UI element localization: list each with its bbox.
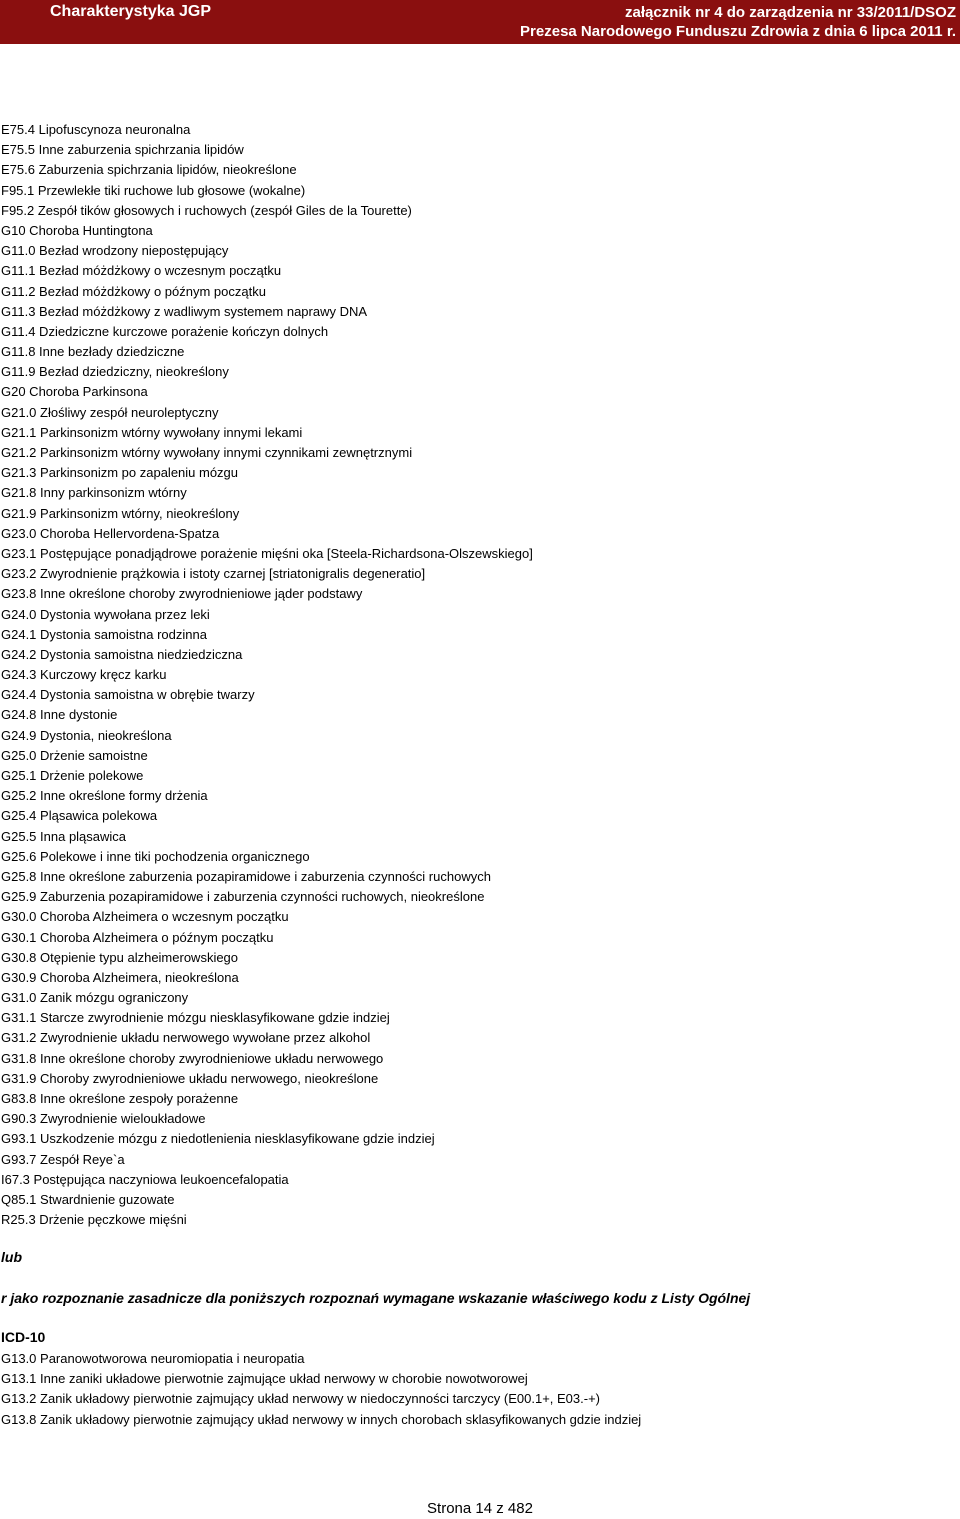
code-list-item: G30.9 Choroba Alzheimera, nieokreślona xyxy=(1,969,239,985)
code-list-item: F95.2 Zespół tików głosowych i ruchowych (zespół Giles de la Tourette) xyxy=(1,202,412,218)
code-list-item: E75.5 Inne zaburzenia spichrzania lipidów xyxy=(1,142,244,158)
code-list-item: G24.9 Dystonia, nieokreślona xyxy=(1,727,172,743)
code-list-item: G20 Choroba Parkinsona xyxy=(1,384,148,400)
header-title: Charakterystyka JGP xyxy=(50,3,211,20)
code-list-item: G23.2 Zwyrodnienie prążkowia i istoty czarnej [striatonigralis degeneratio] xyxy=(1,566,426,582)
code-list-item: G21.8 Inny parkinsonizm wtórny xyxy=(1,485,187,501)
code-list-item: G21.1 Parkinsonizm wtórny wywołany innymi lekami xyxy=(1,424,303,440)
code-list-item: G25.8 Inne określone zaburzenia pozapiramidowe i zaburzenia czynności ruchowych xyxy=(1,868,491,884)
code-list-item: G31.1 Starcze zwyrodnienie mózgu niesklasyfikowane gdzie indziej xyxy=(1,1010,390,1026)
code-list-item: G31.9 Choroby zwyrodnieniowe układu nerwowego, nieokreślone xyxy=(1,1070,379,1086)
document-header xyxy=(0,0,960,44)
code-list-item: G25.4 Pląsawica polekowa xyxy=(1,808,158,824)
code-list-item: G30.8 Otępienie typu alzheimerowskiego xyxy=(1,949,239,965)
code-list-item: G13.1 Inne zaniki układowe pierwotnie zajmujące układ nerwowy w chorobie nowotworowej xyxy=(1,1371,528,1387)
header-regulation-line-1: załącznik nr 4 do zarządzenia nr 33/2011/DSOZ xyxy=(625,4,956,21)
header-regulation-info xyxy=(520,3,956,41)
code-list-item: G11.9 Bezład dziedziczny, nieokreślony xyxy=(1,364,229,380)
header-regulation-line-2: Prezesa Narodowego Funduszu Zdrowia z dnia 6 lipca 2011 r. xyxy=(520,23,956,40)
code-list-item: G13.0 Paranowotworowa neuromiopatia i neuropatia xyxy=(1,1351,305,1366)
code-list-item: E75.4 Lipofuscynoza neuronalna xyxy=(1,122,191,137)
code-list-item: G25.2 Inne określone formy drżenia xyxy=(1,788,208,804)
code-list-item: G11.2 Bezład móżdżkowy o późnym początku xyxy=(1,283,266,299)
code-list-item: G90.3 Zwyrodnienie wieloukładowe xyxy=(1,1111,206,1127)
code-list-item: G30.1 Choroba Alzheimera o późnym początku xyxy=(1,929,274,945)
code-list-item: G31.8 Inne określone choroby zwyrodnieniowe układu nerwowego xyxy=(1,1050,384,1066)
code-list-item: G93.1 Uszkodzenie mózgu z niedotlenienia niesklasyfikowane gdzie indziej xyxy=(1,1131,435,1147)
code-list-item: G93.7 Zespół Reye`a xyxy=(1,1151,125,1167)
code-list-item: G24.8 Inne dystonie xyxy=(1,707,118,723)
code-list-item: G30.0 Choroba Alzheimera o wczesnym początku xyxy=(1,909,289,925)
code-list-item: G25.1 Drżenie polekowe xyxy=(1,768,144,783)
lub-label: lub xyxy=(1,1249,22,1265)
code-list-item: G24.1 Dystonia samoistna rodzinna xyxy=(1,626,207,642)
code-list-item: G31.2 Zwyrodnienie układu nerwowego wywołane przez alkohol xyxy=(1,1030,371,1046)
code-list-item: G25.5 Inna pląsawica xyxy=(1,828,127,844)
code-list-item: G31.0 Zanik mózgu ograniczony xyxy=(1,990,189,1006)
requirement-note: r jako rozpoznanie zasadnicze dla poniższych rozpoznań wymagane wskazanie właściwego kodu z Listy Ogólnej xyxy=(1,1290,751,1306)
code-list-item: G21.9 Parkinsonizm wtórny, nieokreślony xyxy=(1,505,240,521)
code-list-item: G11.0 Bezład wrodzony niepostępujący xyxy=(1,243,229,259)
code-list-item: G21.0 Złośliwy zespół neuroleptyczny xyxy=(1,404,219,420)
code-list-item: G11.3 Bezład móżdżkowy z wadliwym systemem naprawy DNA xyxy=(1,303,368,319)
icd-code-list xyxy=(1,120,956,1230)
code-list-item: G23.1 Postępujące ponadjądrowe porażenie mięśni oka [Steela-Richardsona-Olszewskiego] xyxy=(1,545,533,561)
code-list-item: G25.9 Zaburzenia pozapiramidowe i zaburzenia czynności ruchowych, nieokreślone xyxy=(1,889,485,905)
code-list-item: G24.3 Kurczowy kręcz karku xyxy=(1,667,167,683)
code-list-item: G23.8 Inne określone choroby zwyrodnieniowe jąder podstawy xyxy=(1,586,363,602)
code-list-item: R25.3 Drżenie pęczkowe mięśni xyxy=(1,1212,187,1228)
code-list-item: G21.2 Parkinsonizm wtórny wywołany innymi czynnikami zewnętrznymi xyxy=(1,445,413,460)
code-list-item: G24.0 Dystonia wywołana przez leki xyxy=(1,606,210,622)
code-list-item: G25.0 Drżenie samoistne xyxy=(1,747,148,763)
code-list-item: G24.4 Dystonia samoistna w obrębie twarzy xyxy=(1,687,255,703)
code-list-item: G11.8 Inne bezłady dziedziczne xyxy=(1,344,185,360)
icd-heading: ICD-10 xyxy=(1,1329,46,1345)
code-list-item: G13.2 Zanik układowy pierwotnie zajmujący układ nerwowy w niedoczynności tarczycy (E00.1+, E03.-+) xyxy=(1,1391,600,1407)
code-list-item: G11.4 Dziedziczne kurczowe porażenie kończyn dolnych xyxy=(1,323,329,339)
icd-code-list-secondary xyxy=(1,1349,956,1430)
page-number: Strona 14 z 482 xyxy=(427,1500,533,1517)
code-list-item: G10 Choroba Huntingtona xyxy=(1,222,153,238)
code-list-item: F95.1 Przewlekłe tiki ruchowe lub głosowe (wokalne) xyxy=(1,182,306,198)
code-list-item: Q85.1 Stwardnienie guzowate xyxy=(1,1191,175,1207)
code-list-item: G23.0 Choroba Hellervordena-Spatza xyxy=(1,525,220,541)
code-list-item: E75.6 Zaburzenia spichrzania lipidów, nieokreślone xyxy=(1,162,297,178)
code-list-item: G21.3 Parkinsonizm po zapaleniu mózgu xyxy=(1,465,239,481)
code-list-item: I67.3 Postępująca naczyniowa leukoencefalopatia xyxy=(1,1171,289,1187)
code-list-item: G83.8 Inne określone zespoły porażenne xyxy=(1,1091,239,1106)
code-list-item: G11.1 Bezład móżdżkowy o wczesnym początku xyxy=(1,263,282,279)
code-list-item: G25.6 Polekowe i inne tiki pochodzenia organicznego xyxy=(1,848,310,864)
code-list-item: G13.8 Zanik układowy pierwotnie zajmujący układ nerwowy w innych chorobach sklasyfikowanych gdzie indziej xyxy=(1,1411,642,1427)
code-list-item: G24.2 Dystonia samoistna niedziedziczna xyxy=(1,646,243,662)
